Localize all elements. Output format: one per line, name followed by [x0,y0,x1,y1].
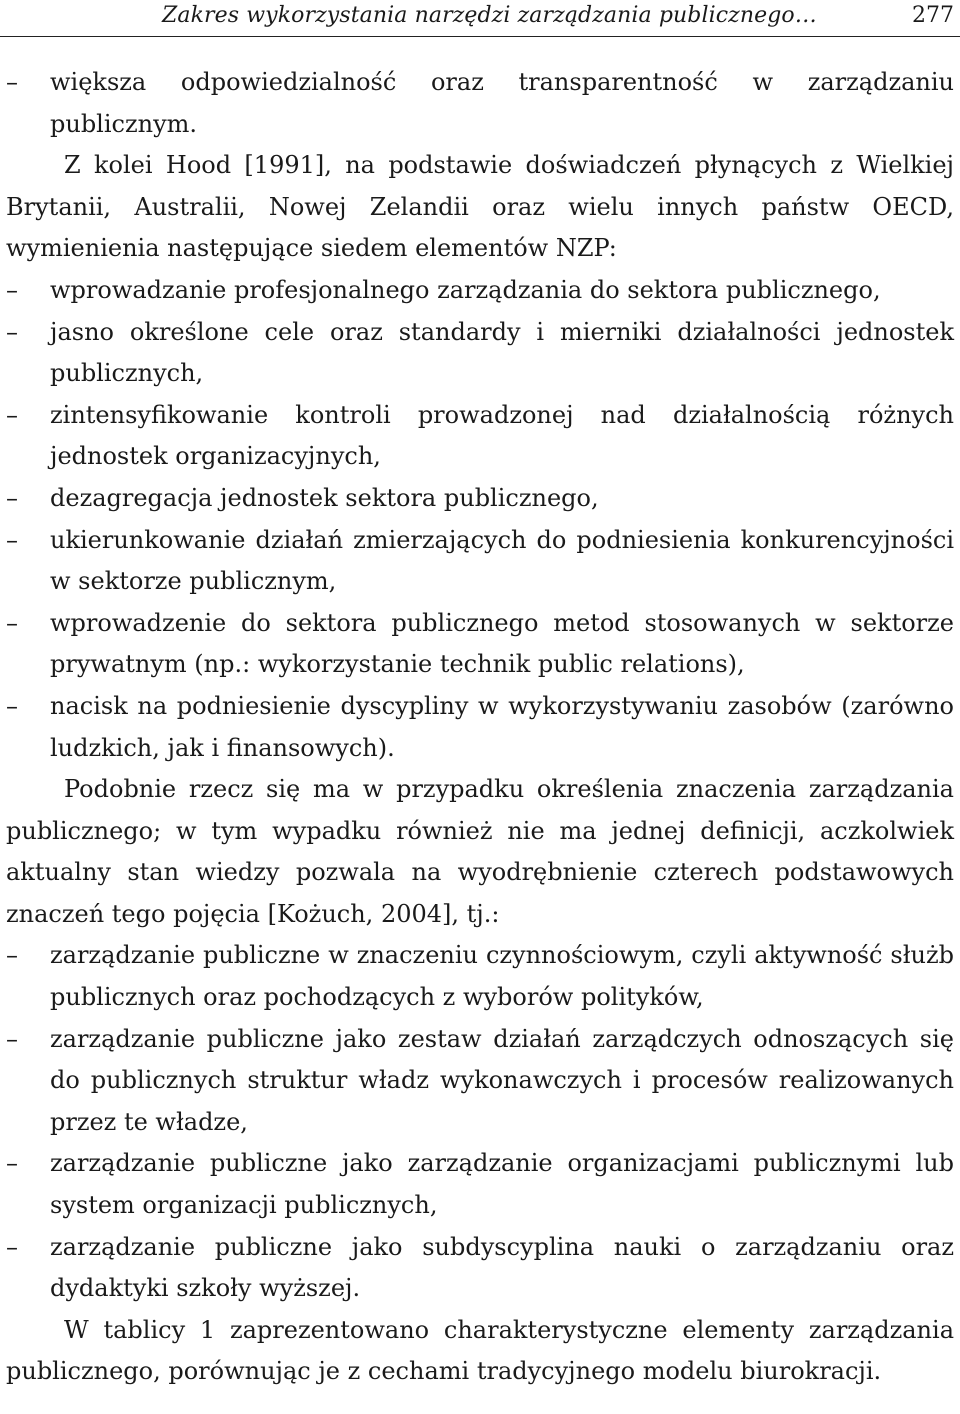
list-item-text: zarządzanie publiczne jako subdyscyplina nauki o zarządzaniu oraz dydaktyki szkoły wyższej. [50,1232,954,1303]
list-item [6,935,954,1018]
list-dash: – [6,317,18,346]
list-item [6,1019,954,1144]
list-item-text: zarządzanie publiczne jako zarządzanie organizacjami publicznymi lub system organizacji publicznych, [50,1149,954,1220]
list-item [6,62,954,145]
list-dash: – [6,400,18,429]
list-meanings [6,935,954,1309]
list-dash: – [6,1024,18,1053]
list-item-text: nacisk na podniesienie dyscypliny w wykorzystywaniu zasobów (zarówno ludzkich, jak i finansowych). [50,691,954,762]
list-item-text: dezagregacja jednostek sektora publicznego, [50,483,599,512]
list-dash: – [6,68,18,96]
paragraph-table-reference: W tablicy 1 zaprezentowano charakterystyczne elementy zarządzania publicznego, porównując je z cechami tradycyjnego modelu biurokracji. [6,1315,954,1386]
list-dash: – [6,275,18,304]
list-item-text: ukierunkowanie działań zmierzających do podniesienia konkurencyjności w sektorze publicznym, [50,525,954,596]
list-nzp-elements [6,270,954,769]
paragraph-hood: Z kolei Hood [1991], na podstawie doświadczeń płynących z Wielkiej Brytanii, Australii, Nowej Zelandii oraz wielu innych państw OECD, wymienienia następujące siedem elementów NZP: [6,151,954,263]
list-item-text: zarządzanie publiczne jako zestaw działań zarządczych odnoszących się do publicznych struktur władz wykonawczych i procesów realizowanych przez te władze, [50,1024,954,1136]
list-item [6,270,954,312]
list-item-text: zintensyfikowanie kontroli prowadzonej nad działalnością różnych jednostek organizacyjnych, [50,400,954,471]
list-item [6,1227,954,1310]
list-dash: – [6,941,18,970]
page-body [6,62,954,1393]
list-item-text: jasno określone cele oraz standardy i mierniki działalności jednostek publicznych, [50,317,954,388]
page-number: 277 [912,3,954,28]
list-dash: – [6,525,18,554]
list-dash: – [6,1232,18,1261]
list-item [6,603,954,686]
list-intro [6,62,954,145]
list-dash: – [6,608,18,637]
list-item-text: większa odpowiedzialność oraz transparentność w zarządzaniu publicznym. [50,68,954,138]
list-item [6,395,954,478]
list-item-text: wprowadzanie profesjonalnego zarządzania do sektora publicznego, [50,275,881,304]
list-item [6,686,954,769]
list-dash: – [6,691,18,720]
list-item [6,312,954,395]
list-item [6,478,954,520]
paragraph-meanings-intro: Podobnie rzecz się ma w przypadku określenia znaczenia zarządzania publicznego; w tym wypadku również nie ma jednej definicji, aczkolwiek aktualny stan wiedzy pozwala na wyodrębnienie czterech podstawowych znaczeń tego pojęcia [Kożuch, 2004], tj.: [6,775,954,928]
list-item [6,520,954,603]
list-dash: – [6,483,18,512]
list-item-text: zarządzanie publiczne w znaczeniu czynnościowym, czyli aktywność służb publicznych oraz pochodzących z wyborów polityków, [50,941,954,1012]
running-title: Zakres wykorzystania narzędzi zarządzania publicznego… [162,3,817,28]
list-dash: – [6,1149,18,1178]
list-item [6,1143,954,1226]
list-item-text: wprowadzenie do sektora publicznego metod stosowanych w sektorze prywatnym (np.: wykorzystanie technik public relations), [50,608,954,679]
running-header [0,0,960,37]
